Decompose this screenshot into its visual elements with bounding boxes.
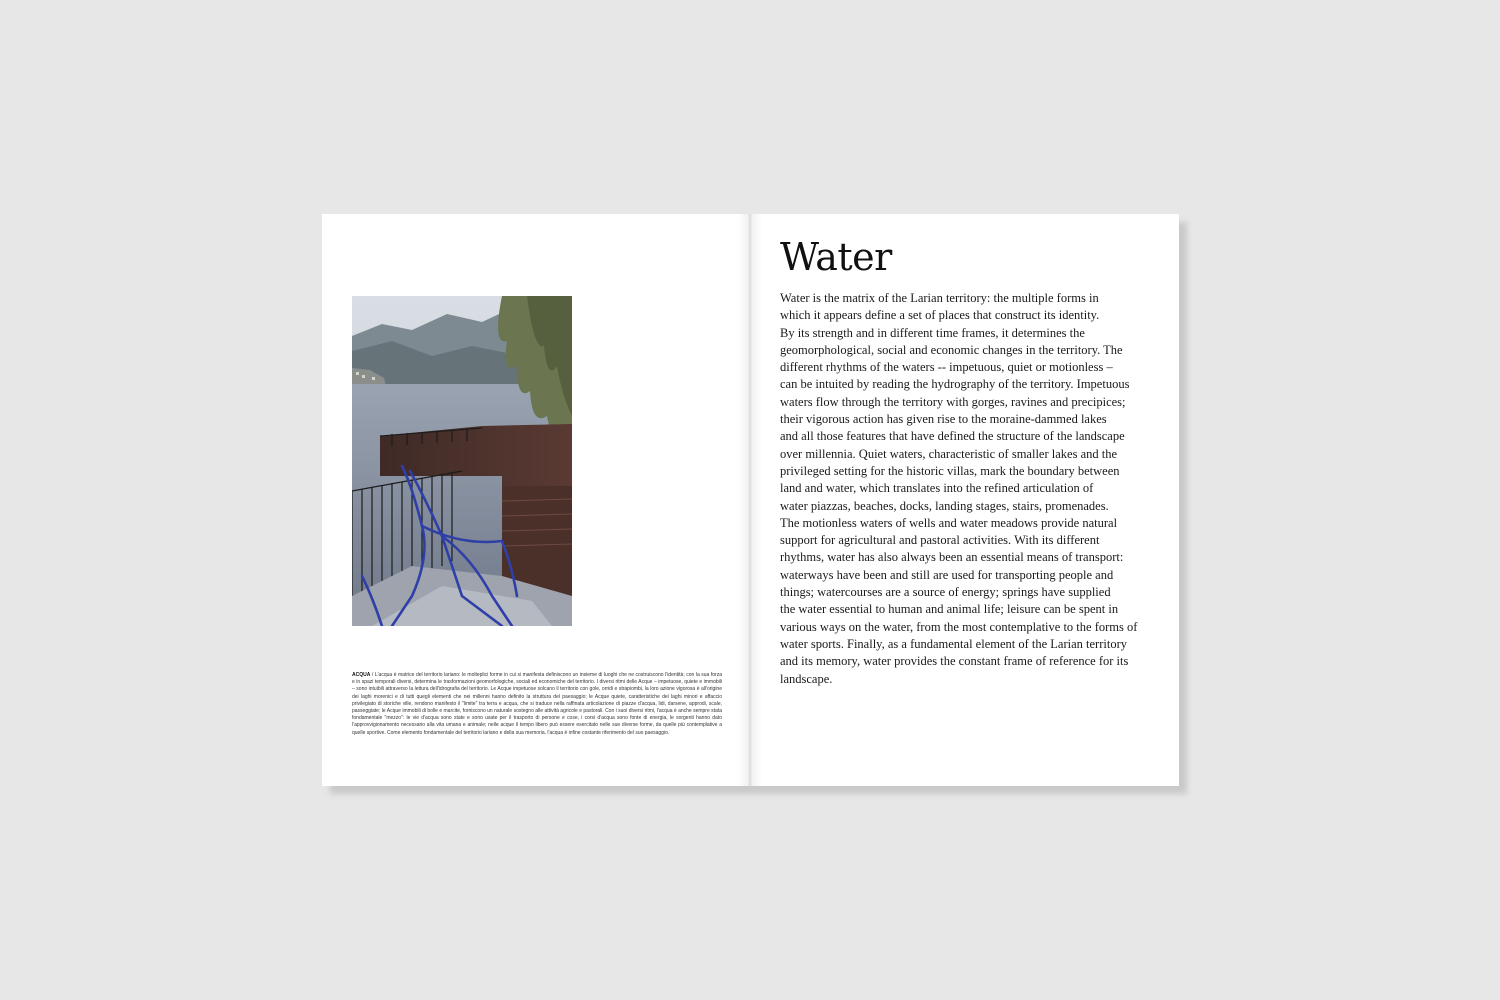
body-line: Water is the matrix of the Larian territory: the multiple forms in — [780, 291, 1099, 305]
open-book — [322, 214, 1179, 786]
body-line: waters flow through the territory with gorges, ravines and precipices; — [780, 394, 1126, 409]
body-line: different rhythms of the waters -- impetuous, quiet or motionless – — [780, 360, 1113, 375]
photo-illustration — [352, 296, 572, 626]
body-line: landscape. — [780, 671, 833, 686]
body-line: and all those features that have defined the structure of the landscape — [780, 429, 1125, 444]
left-page — [322, 214, 750, 786]
body-line: things; watercourses are a source of energy; springs have supplied — [780, 585, 1111, 600]
body-line: support for agricultural and pastoral activities. With its different — [780, 533, 1100, 548]
body-line: water sports. Finally, as a fundamental element of the Larian territory — [780, 636, 1127, 651]
body-line: land and water, which translates into the refined articulation of — [780, 481, 1094, 496]
body-line: and its memory, water provides the constant frame of reference for its — [780, 654, 1129, 669]
body-line: can be intuited by reading the hydrography of the territory. Impetuous — [780, 377, 1130, 392]
body-line: over millennia. Quiet waters, characteristic of smaller lakes and the — [780, 446, 1118, 461]
body-line: privileged setting for the historic villas, mark the boundary between — [780, 463, 1120, 478]
body-line: the water essential to human and animal life; leisure can be spent in — [780, 602, 1119, 617]
body-line: By its strength and in different time frames, it determines the — [780, 325, 1085, 340]
body-line: The motionless waters of wells and water meadows provide natural — [780, 515, 1118, 530]
page-title: Water — [780, 235, 892, 279]
italian-caption — [352, 672, 722, 737]
right-page — [750, 214, 1179, 786]
caption-text: / L'acqua è matrice del territorio lariano: le molteplici forme in cui si manifesta definiscono un insieme di luoghi che ne costruiscono l'identità; con la sua forza e in spazi temporali diversi, determina le trasformazioni geomorfologiche, sociali ed economiche del territorio. I diversi ritmi delle Acque – impetuose, quiete e immobili – sono intuibili attraverso la lettura dell'idrografia del territorio. Le Acque impetuose solcano il territorio con gole, orridi e strapiombi, la loro azione vigorosa è all'origine dei laghi morenici e di tutti quegli elementi che nei millenni hanno definito la struttura del paesaggio; le Acque quiete, caratteristiche dei laghi minori e affaccio privilegiato di storiche ville, rendono manifesto il "limite" tra terra e acqua, che si traduce nella raffinata articolazione di piazze d'acqua, lidi, darsene, approdi, scale, passeggiate; le Acque immobili di bolle e marcite, forniscono un naturale sostegno alle attività agricole e pastorali. Con i suoi diversi ritmi, l'acqua è anche sempre stata fondamentale "mezzo": le vie d'acqua sono state e sono usate per il trasporto di persone e cose, i corsi d'acqua sono fonte di energia, le sorgenti hanno dato l'approvvigionamento necessario alla vita umana e animale; nelle acque il tempo libero può essere esercitato nelle sue diverse forme, da quelle più contemplative a quelle sportive. Come elemento fondamentale del territorio lariano e della sua memoria, l'acqua è infine costante riferimento del suo paesaggio. — [352, 672, 722, 736]
body-line: their vigorous action has given rise to the moraine-dammed lakes — [780, 412, 1107, 427]
body-line: water piazzas, beaches, docks, landing stages, stairs, promenades. — [780, 498, 1109, 513]
body-line: rhythms, water has also always been an essential means of transport: — [780, 550, 1124, 565]
body-line: geomorphological, social and economic changes in the territory. The — [780, 342, 1123, 357]
body-text — [780, 290, 1158, 688]
lake-terrace-photo — [352, 296, 572, 626]
body-line: waterways have been and still are used for transporting people and — [780, 567, 1114, 582]
body-line: which it appears define a set of places that construct its identity. — [780, 308, 1100, 323]
body-line: various ways on the water, from the most contemplative to the forms of — [780, 619, 1138, 634]
caption-lead: ACQUA — [352, 672, 371, 678]
